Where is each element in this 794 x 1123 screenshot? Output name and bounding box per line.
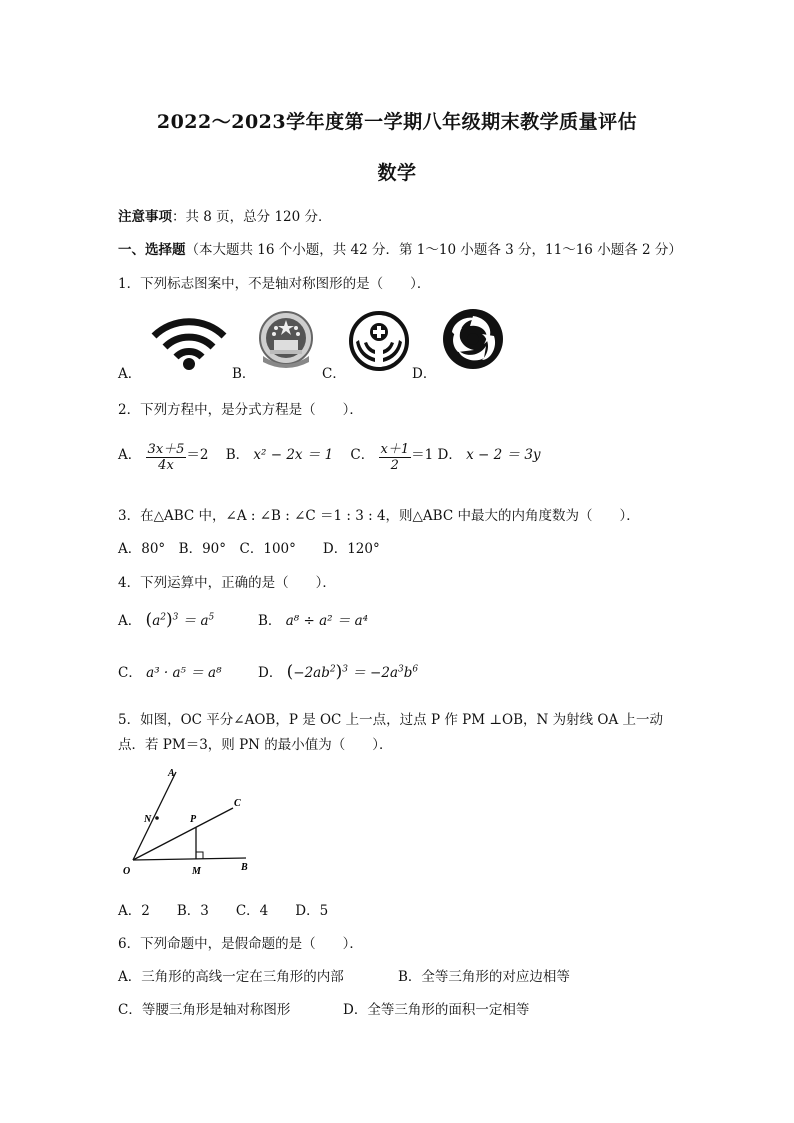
q2-c-rhs: ＝1 xyxy=(411,447,434,463)
q2-a-denominator: 4x xyxy=(158,458,174,473)
q2-c-numerator: x＋1 xyxy=(379,438,412,458)
notice-label: 注意事项 xyxy=(118,209,172,225)
q4-stem: 4．下列运算中，正确的是（ ）． xyxy=(118,575,336,591)
q2-a-numerator: 3x＋5 xyxy=(146,438,187,458)
label-P: P xyxy=(190,814,197,825)
q5-geometry-figure xyxy=(118,760,268,885)
q6-option-d: D．全等三角形的面积一定相等 xyxy=(343,1002,530,1018)
label-M: M xyxy=(192,866,201,877)
q4-d-expr: $(-2ab^2)^3 = -2a^3b^6$ xyxy=(286,662,419,682)
q3-options: A．80° B．90° C．100° D．120° xyxy=(118,541,380,557)
q4-c-expr: a³ · a⁵ ＝ a⁸ xyxy=(146,665,222,681)
q2-c-fraction xyxy=(379,438,412,473)
q4-c-label: C． xyxy=(118,665,142,681)
q2-d-label: D． xyxy=(437,447,462,463)
wifi-icon xyxy=(148,312,230,372)
q5-line2: 点．若 PM＝3，则 PN 的最小值为（ ）． xyxy=(118,737,393,753)
q1-label-c: C． xyxy=(322,366,346,382)
q2-stem: 2．下列方程中，是分式方程是（ ）． xyxy=(118,402,363,418)
q6-stem: 6．下列命题中，是假命题的是（ ）． xyxy=(118,936,363,952)
notice-text: ：共 8 页，总分 120 分． xyxy=(172,209,332,225)
q6-option-c: C．等腰三角形是轴对称图形 xyxy=(118,1002,291,1018)
section-desc: （本大题共 16 个小题，共 42 分．第 1～10 小题各 3 分，11～16 小题各 2 分） xyxy=(185,242,682,258)
q2-d-expr: x − 2 ＝ 3y xyxy=(466,447,541,463)
q6-option-b: B．全等三角形的对应边相等 xyxy=(398,969,570,985)
q1-stem: 1．下列标志图案中，不是轴对称图形的是（ ）． xyxy=(118,276,431,292)
notice xyxy=(118,205,332,225)
q2-b-expr: x² − 2x ＝ 1 xyxy=(253,447,334,463)
q4-option-d xyxy=(258,661,418,682)
label-A: A xyxy=(168,768,175,779)
label-N: N xyxy=(144,814,152,825)
q2-b-label: B． xyxy=(225,447,250,463)
q4-option-a xyxy=(118,609,214,630)
section-title: 一、选择题 xyxy=(118,242,186,258)
q4-a-label: A． xyxy=(118,613,142,629)
national-emblem-icon xyxy=(257,308,315,372)
q5-line1: 5．如图，OC 平分∠AOB，P 是 OC 上一点，过点 P 作 PM ⊥OB，N 为射线 OA 上一动 xyxy=(118,712,664,728)
section-heading xyxy=(118,238,682,258)
q2-c-denominator: 2 xyxy=(390,458,399,473)
q1-label-b: B． xyxy=(232,366,256,382)
q4-d-label: D． xyxy=(258,665,283,681)
q4-b-label: B． xyxy=(258,613,282,629)
page-title: 2022～2023学年度第一学期八年级期末教学质量评估 xyxy=(156,111,638,133)
care-hands-icon xyxy=(347,310,411,372)
subject-title: 数学 xyxy=(377,162,417,184)
q3-stem: 3．在△ABC 中，∠A : ∠B : ∠C ＝1 : 3 : 4，则△ABC 中最大的内角度数为（ ）． xyxy=(118,508,640,524)
label-C: C xyxy=(234,798,241,809)
swirl-logo-icon xyxy=(440,306,506,372)
q4-a-expr: $(a^2)^3 = a^5$ xyxy=(145,610,215,630)
q1-label-d: D． xyxy=(412,366,437,382)
q5-options: A．2 B．3 C．4 D．5 xyxy=(118,903,329,919)
q6-option-a: A．三角形的高线一定在三角形的内部 xyxy=(118,969,344,985)
label-O: O xyxy=(123,866,131,877)
q2-c-label: C． xyxy=(350,447,375,463)
q2-options xyxy=(118,438,541,473)
q4-option-c xyxy=(118,661,221,681)
q4-b-expr: a⁸ ÷ a² ＝ a⁴ xyxy=(285,613,369,629)
q2-a-fraction xyxy=(146,438,187,473)
label-B: B xyxy=(241,862,248,873)
q2-a-rhs: ＝2 xyxy=(186,447,209,463)
q4-option-b xyxy=(258,609,368,629)
q1-label-a: A． xyxy=(118,366,142,382)
q2-a-label: A． xyxy=(118,447,142,463)
